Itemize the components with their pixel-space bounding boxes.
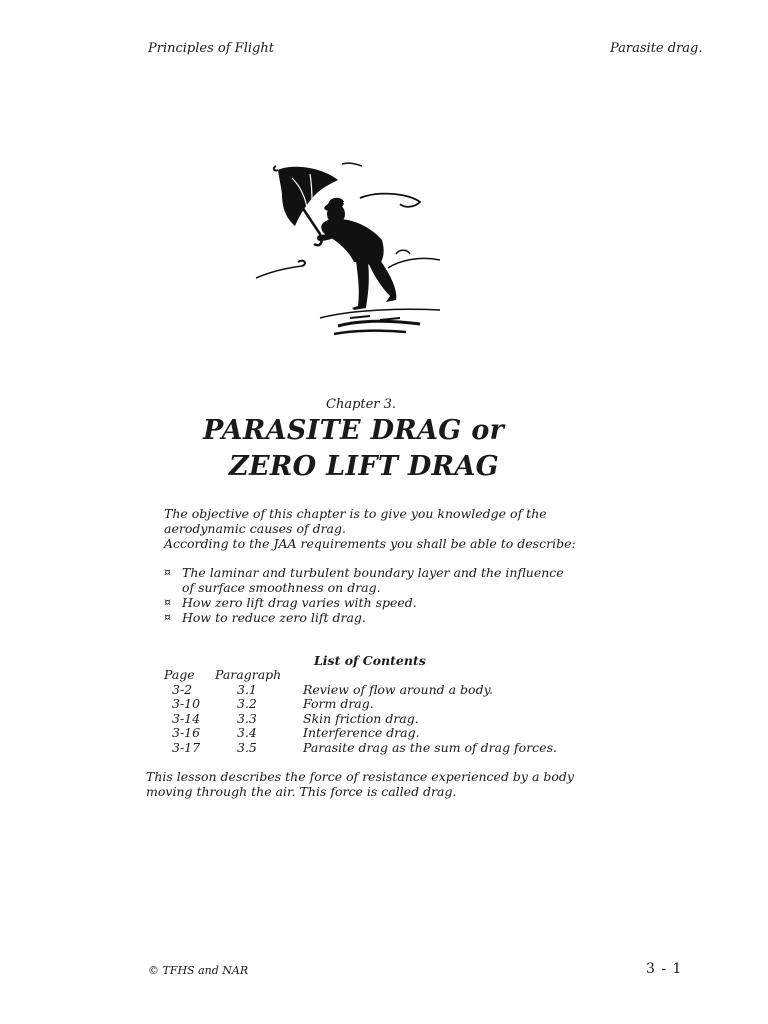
paragraph-number: 3.3 (237, 710, 257, 726)
currency-bullet-icon: ¤ (164, 596, 171, 609)
running-header-right: Parasite drag. (610, 41, 703, 56)
list-item-text: How zero lift drag varies with speed. (182, 595, 417, 610)
description-line: This lesson describes the force of resistance experienced by a body (146, 769, 574, 784)
page-number: 3-10 (172, 696, 201, 712)
paragraph-number: 3.5 (237, 739, 257, 755)
chapter-title-line-1: PARASITE DRAG or (203, 415, 505, 446)
list-item-text: How to reduce zero lift drag. (182, 610, 366, 625)
column-header-paragraph: Paragraph (215, 667, 282, 682)
objective-line: aerodynamic causes of drag. (164, 521, 346, 536)
contents-table (164, 667, 584, 755)
topic-title: Skin friction drag. (303, 710, 419, 726)
page-number: 3-14 (172, 710, 201, 726)
topic-title: Parasite drag as the sum of drag forces. (303, 739, 557, 755)
topic-title: Review of flow around a body. (303, 681, 493, 697)
table-row (164, 740, 584, 755)
list-item-text: The laminar and turbulent boundary layer and the influence (182, 565, 564, 580)
contents-header-row (164, 667, 584, 682)
currency-bullet-icon: ¤ (164, 566, 171, 579)
running-header-left: Principles of Flight (148, 41, 274, 56)
paragraph-number: 3.4 (237, 725, 257, 741)
currency-bullet-icon: ¤ (164, 611, 171, 624)
page-number: 3-16 (172, 725, 201, 741)
man-with-umbrella-in-wind-icon (250, 158, 460, 343)
topic-title: Form drag. (303, 696, 374, 712)
lesson-description (146, 769, 586, 799)
paragraph-number: 3.2 (237, 696, 257, 712)
objectives-list (164, 565, 584, 625)
page-number: 3-17 (172, 739, 201, 755)
chapter-title-line-2: ZERO LIFT DRAG (229, 451, 499, 482)
list-item (164, 565, 584, 595)
list-item (164, 610, 584, 625)
topic-title: Interference drag. (303, 725, 420, 741)
table-row (164, 725, 584, 740)
objective-line: The objective of this chapter is to give you knowledge of the (164, 506, 547, 521)
copyright-footer: © TFHS and NAR (148, 964, 249, 977)
chapter-label: Chapter 3. (326, 397, 397, 412)
objective-line: According to the JAA requirements you shall be able to describe: (164, 536, 576, 551)
table-row (164, 682, 584, 697)
list-item-text: of surface smoothness on drag. (182, 580, 381, 595)
column-header-page: Page (164, 667, 195, 682)
page-number: 3-2 (172, 681, 193, 697)
paragraph-number: 3.1 (237, 681, 257, 697)
page-number-footer: 3 - 1 (646, 961, 683, 977)
contents-heading: List of Contents (314, 653, 426, 668)
table-row (164, 711, 584, 726)
objective-paragraph (164, 506, 594, 551)
table-row (164, 696, 584, 711)
description-line: moving through the air. This force is called drag. (146, 784, 457, 799)
list-item (164, 595, 584, 610)
